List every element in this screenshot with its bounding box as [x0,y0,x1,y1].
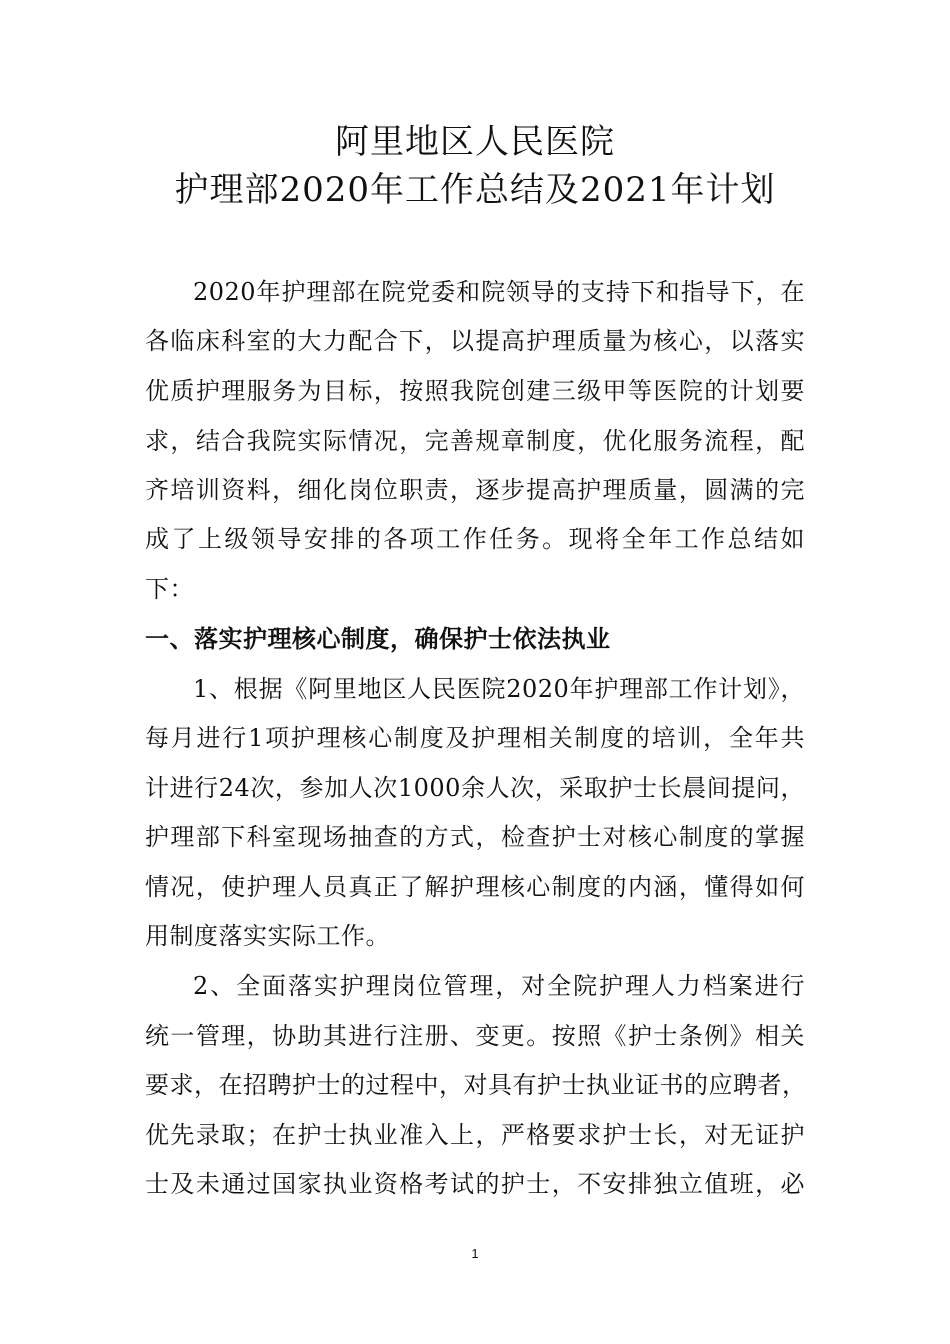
paragraph-line: 优质护理服务为目标，按照我院创建三级甲等医院的计划要 [145,377,805,405]
paragraph-line: 优先录取；在护士执业准入上，严格要求护士长，对无证护 [145,1121,805,1149]
paragraph-line: 各临床科室的大力配合下，以提高护理质量为核心，以落实 [145,327,805,355]
document-title-report: 护理部2020年工作总结及2021年计划 [174,170,776,210]
paragraph-line: 士及未通过国家执业资格考试的护士，不安排独立值班，必 [145,1170,805,1198]
document-title-hospital: 阿里地区人民医院 [335,122,615,162]
paragraph-line: 计进行24次，参加人次1000余人次，采取护士长晨间提问， [145,774,805,802]
paragraph-line: 每月进行1项护理核心制度及护理相关制度的培训，全年共 [145,724,805,752]
paragraph-line: 求，结合我院实际情况，完善规章制度，优化服务流程，配 [145,427,805,455]
paragraph-line: 2、全面落实护理岗位管理，对全院护理人力档案进行 [193,972,805,1000]
paragraph-line: 2020年护理部在院党委和院领导的支持下和指导下，在 [193,278,805,306]
paragraph-line: 护理部下科室现场抽查的方式，检查护士对核心制度的掌握 [145,823,805,851]
paragraph-line: 下： [145,575,194,603]
section-heading: 一、落实护理核心制度，确保护士依法执业 [145,624,611,653]
paragraph-line: 齐培训资料，细化岗位职责，逐步提高护理质量，圆满的完 [145,476,805,504]
paragraph-line: 情况，使护理人员真正了解护理核心制度的内涵，懂得如何 [145,873,805,901]
paragraph-line: 用制度落实实际工作。 [145,922,390,950]
paragraph-line: 成了上级领导安排的各项工作任务。现将全年工作总结如 [145,525,805,553]
paragraph-line: 统一管理，协助其进行注册、变更。按照《护士条例》相关 [145,1022,805,1050]
paragraph-line: 1、根据《阿里地区人民医院2020年护理部工作计划》， [193,675,805,703]
paragraph-line: 要求，在招聘护士的过程中，对具有护士执业证书的应聘者， [145,1071,807,1099]
page-number: 1 [471,1246,479,1261]
